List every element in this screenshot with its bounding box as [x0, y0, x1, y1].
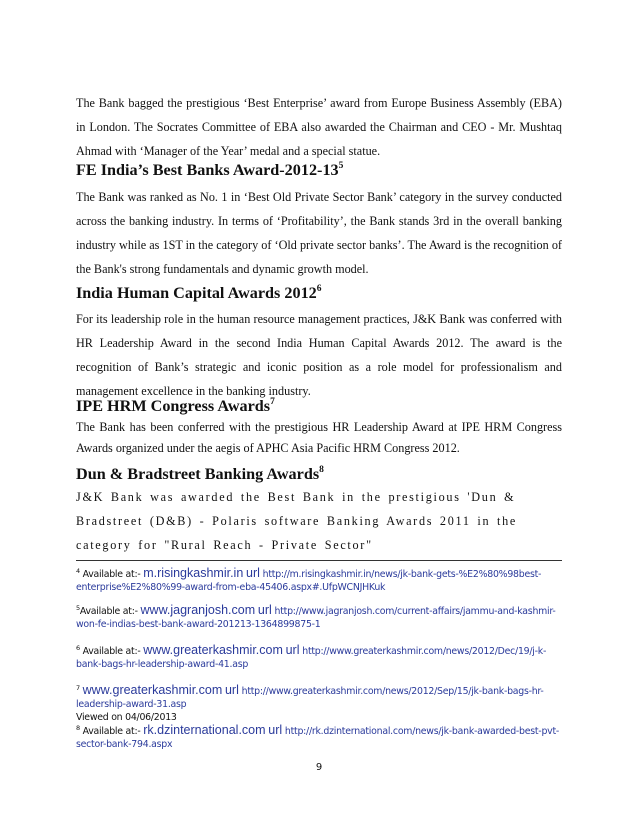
footnote-number: 7 [76, 683, 80, 692]
footnote-8 [76, 724, 566, 751]
url-label: url [224, 683, 239, 697]
section-paragraph-human-capital: For its leadership role in the human resource management practices, J&K Bank was conferred with HR Leadership Award in the second India Human Capital Awards 2012. The award is the recognition of Bank’s strategic and iconic position as a role model for professionalism and management excellence in the banking industry. [76, 312, 562, 398]
footnote-5 [76, 604, 566, 631]
footnote-ref-5: 5 [338, 160, 344, 171]
source-site-link[interactable]: www.greaterkashmir.com [143, 643, 283, 657]
footnote-7 [76, 684, 566, 724]
section-heading-human-capital [76, 283, 322, 303]
footnote-prefix: Available at:- [82, 646, 141, 657]
viewed-date: Viewed on 04/06/2013 [76, 712, 177, 723]
heading-text: IPE HRM Congress Awards [76, 397, 271, 415]
source-url-link[interactable]: http://rk.dzinternational.com/news/jk-bank-awarded-best-pvt-sector-bank-794.aspx [76, 726, 560, 750]
footnote-6 [76, 644, 566, 671]
footnote-prefix: Available at:- [82, 726, 141, 737]
footnote-divider [76, 560, 562, 561]
intro-paragraph: The Bank bagged the prestigious ‘Best Enterprise’ award from Europe Business Assembly (EBA) in London. The Socrates Committee of EBA also awarded the Chairman and CEO - Mr. Mushtaq Ahmad with ‘Manager of the Year’ medal and a special statue. [76, 96, 562, 158]
footnote-4 [76, 567, 566, 594]
section-paragraph-fe-india: The Bank was ranked as No. 1 in ‘Best Old Private Sector Bank’ category in the survey conducted across the banking industry. In terms of ‘Profitability’, the Bank stands 3rd in the overall banking industry while as 1ST in the category of ‘Old private sector banks’. The Award is the recognition of the Bank's strong fundamentals and dynamic growth model. [76, 190, 562, 276]
source-site-link[interactable]: m.risingkashmir.in [143, 566, 244, 580]
footnote-prefix: Available at:- [79, 606, 138, 617]
heading-text: FE India’s Best Banks Award-2012-13 [76, 161, 339, 179]
footnote-ref-7: 7 [270, 396, 275, 407]
footnote-prefix: Available at:- [82, 569, 141, 580]
section-heading-dun-bradstreet [76, 464, 324, 484]
source-url-link[interactable]: http://www.greaterkashmir.com/news/2012/Dec/19/j-k-bank-bags-hr-leadership-award-41.asp [76, 646, 547, 670]
footnote-number: 8 [76, 723, 80, 732]
footnote-number: 4 [76, 566, 80, 575]
heading-text: Dun & Bradstreet Banking Awards [76, 465, 320, 483]
footnote-ref-8: 8 [319, 464, 324, 475]
heading-text: India Human Capital Awards 2012 [76, 284, 317, 302]
source-url-link[interactable]: http://www.jagranjosh.com/current-affairs/jammu-and-kashmir-won-fe-indias-best-bank-award-201213-1364899875-1 [76, 606, 556, 630]
source-url-link[interactable]: http://m.risingkashmir.in/news/jk-bank-gets-%E2%80%98best-enterprise%E2%80%99-award-from-eba-45406.aspx#.UfpWCNJHKuk [76, 569, 542, 593]
section-heading-ipe-hrm [76, 396, 275, 416]
url-label: url [268, 723, 283, 737]
section-paragraph-dun-bradstreet: J&K Bank was awarded the Best Bank in the prestigious 'Dun & Bradstreet (D&B) - Polaris software Banking Awards 2011 in the category for "Rural Reach - Private Sector" [76, 490, 518, 552]
url-label: url [285, 643, 300, 657]
section-paragraph-ipe-hrm: The Bank has been conferred with the prestigious HR Leadership Award at IPE HRM Congress Awards organized under the aegis of APHC Asia Pacific HRM Congress 2012. [76, 420, 562, 455]
source-site-link[interactable]: rk.dzinternational.com [143, 723, 266, 737]
source-site-link[interactable]: www.jagranjosh.com [140, 603, 256, 617]
footnote-number: 6 [76, 643, 80, 652]
footnote-ref-6: 6 [316, 283, 322, 294]
footnote-number: 5 [76, 603, 80, 612]
page-number: 9 [315, 762, 323, 773]
url-label: url [257, 603, 272, 617]
section-heading-fe-india [76, 160, 343, 180]
url-label: url [246, 566, 260, 580]
source-url-link[interactable]: http://www.greaterkashmir.com/news/2012/Sep/15/jk-bank-bags-hr-leadership-award-31.asp [76, 686, 544, 710]
source-site-link[interactable]: www.greaterkashmir.com [82, 683, 223, 697]
